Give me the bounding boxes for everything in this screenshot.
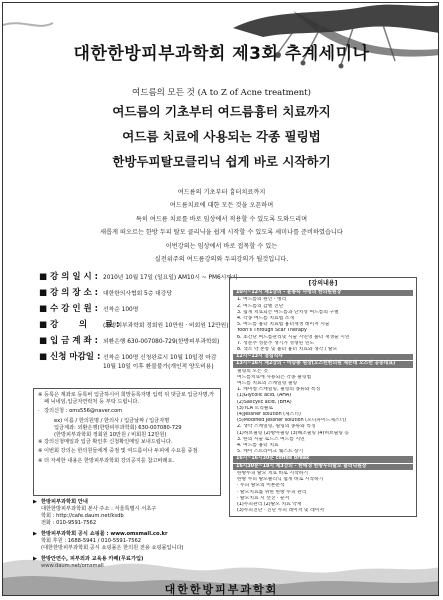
headline-3: 한방두피탈모클리닉 쉽게 바로 시작하기 <box>112 154 331 169</box>
notice-item: ※ 더 자세한 내용은 한방피부과학회 강의공지를 참고바래요. <box>38 457 175 464</box>
detail-value: 선착순 100명 <box>103 307 139 313</box>
notice-item: ※ 등록은 계좌로 등록비 입금하시어 희망등록자명 입력 뒤 댓글로 입금자명,카페 닉네임,입금자연락처 등 부탁 드립니다. <box>38 392 215 406</box>
seminar-poster <box>2 2 439 596</box>
detail-label: ■ 입 금 계 좌 : <box>39 336 99 346</box>
poster-subtitle: 여드름의 모든 것 (A to Z of Acne treatment) <box>132 88 311 98</box>
intro-line: 여드름치료에 대한 모든 것을 오픈하며 <box>169 202 274 210</box>
headline-2: 여드름 치료에 사용되는 각종 필링법 <box>122 129 321 144</box>
notice-subline: ex) 이름 / 한의원명 / 한의사 / 입금날짜 / 입금자명 <box>54 417 170 424</box>
headline-1: 여드름의 기초부터 여드름흉터 치료까지 <box>112 104 331 119</box>
detail-account <box>39 337 239 347</box>
contact-block: ▶ 한방안면수, 피부외과 교육용 카페(무료가입) www.daum.net/omsmall <box>33 556 144 569</box>
detail-date <box>39 273 239 283</box>
contact-block: ▶ 한방피부과학회 공식 쇼핑몰 : www.omsmall.co.kr 학회 후원 : 1688-5941 / 010-5591-7562 (대한한방피부과학회 공식 쇼핑몰은 한의원 전용 쇼핑몰입니다) <box>33 531 184 551</box>
detail-value: 외환은행 630-007080-729(한방피부과학회) <box>103 339 220 345</box>
registration-notice-box <box>33 388 221 496</box>
intro-line: 실전위주의 여드름강의와 두피강의가 될것입니다. <box>154 256 289 264</box>
notice-subline: 입금계좌: 외환은행(한방피부과학회) 630-007080-729 <box>54 424 182 431</box>
intro-line: 여드름의 기초부터 흉터치료까지 <box>177 189 266 196</box>
lecture-schedule-box: [강의내용] 10시~12시 제1강의 - 윤종숙 사령의 한의원원장 1. 여드름의 원인 · 병리 2. 여드름의 감별 진단 3. 쉽게 치료되는 여드름과 난치성 여드름의 구별 4. 각종 여드름 치료법 소개 5. 여드름 흉터 치료법 흉터재생 레이저 시술 Yoon's Through Scar Therapy 6. 초간단 여드름관리및 시술 시연영 흉터 재생술 시연 7. 성분추 성분추 생기가 성형된 연도 8. 색소 약 본통 및 흉터 흉터 치료와 생각 / 탈모 12시~13시 점심식사 13시~16시 제2강의 - 이승종 원장(오스틴한의원 체온대 오스턴 공동대표) 필링의 모든 것 여드름치료에 사용되는 각종 필링법 여드름 치료의 스케일링 필링 1. 케미컬 스케일링, 필링의 종류와 특징 (1)Glycolic acid, (AHA) (2)Salicylic acid, (BHA) (3)TCA 트리클로 (4)Jessner solution (제스너) (5)Modified Jessner solution (모디파이드제스너) 2. 생약 스케일링, 필링의 종류와 특징 (1)허브필링 (2)방아필링 (3)해조필링 (4)허브필링 등 3. 한의 시술 로드스 여드름 시연 4. 여드름 흉터 치료 5. 케이 스트라이크 웨스트 장기 16시~16시30분 coffee break 16시30분~18시 제3강의 - 한배경 한방두피탈모 클리닉원장 한방두피 탈모 치료 바로 시작하기 한방 두피 탈모클리닉 쉽게 바로 시작하기 · 두피 탈모의 이론분석 · 탈모치료를 위한 한방 두피 관리 · 탈모치료 시 선진 · 순서 (1)두피관리 (2)탈모 치료 약재 (3)두피진단 · 진단 두피 레이저 및 레이저 <box>229 277 417 517</box>
arrow-icon: ▶ <box>33 556 37 562</box>
detail-fee <box>39 321 239 331</box>
contact-block: ▶ 한방피부과학회 안내 대한한방피부과학회 본사 주소 : 서울특별시 서초구 학회 : http://cafe.daum.net/ksdb 전화 : 010-9591-7562 <box>33 499 157 526</box>
notice-subline: (한방피부과학회 정회원 10만원 / 비회원 12만원) <box>54 432 167 439</box>
session-bar: 10시~12시 제1강의 - 윤종숙 사령의 한의원원장 <box>233 290 413 296</box>
intro-line: 특히 여드름 치료를 바로 임상에서 적용할 수 있도록 도와드리며 <box>135 215 308 223</box>
notice-item: ※ 이번회 강의는 한의원들에게 중점 및 여드름이나 두피에 수요를 중점 <box>38 448 198 455</box>
detail-value: 선착순 100명 신청완료시 10월 10일경 마감 10월 10일 이후 환불불가(개인적 양도비용) <box>103 355 217 370</box>
footer-organization: 대한한방피부과학회 <box>164 583 279 596</box>
arrow-icon: ▶ <box>33 531 37 537</box>
detail-value: 대한한의사협회 5층 대강당 <box>103 291 172 297</box>
arrow-icon: ▶ <box>33 499 37 505</box>
intro-line: 이번강의는 임상에서 바로 접목할 수 있는 <box>165 242 278 250</box>
detail-value: 2010년 10월 17일 (일요일) AM10시 ~ PM6시까지 <box>103 275 238 281</box>
notice-item: · 강의신청 : oms556@naver.com <box>38 408 123 415</box>
poster-title: 대한한방피부과학회 제3회 추계세미나 <box>73 44 370 64</box>
detail-label: ■ 수 강 인 원 : <box>39 304 99 314</box>
schedule-title: [강의내용] <box>308 280 338 287</box>
event-details <box>39 273 239 378</box>
detail-label: ■ 강 의 장 소 : <box>39 288 99 298</box>
session-bar: 16시~16시30분 coffee break <box>233 456 413 462</box>
detail-label: ■ 강 의 일 시 : <box>39 272 99 282</box>
session-bar: 12시~13시 점심식사 <box>233 354 413 360</box>
detail-deadline <box>39 353 239 372</box>
intro-paragraph <box>3 186 439 266</box>
detail-label: ■ 신청 마감일 : <box>39 352 101 362</box>
intro-line: 새롭게 떠오르는 한방 두피 탈모 클리닉을 쉽게 시작할 수 있도록 세미나를 준비하였습니다 <box>100 229 343 237</box>
detail-value: (한방피부과학회 정회원 10만원 · 비회원 12만원) <box>103 323 229 329</box>
session-bar: 16시30분~18시 제3강의 - 한배경 한방두피탈모 클리닉원장 <box>233 464 413 470</box>
session-bar: 13시~16시 제2강의 - 이승종 원장(오스틴한의원 체온대 오스턴 공동대표) <box>233 361 413 367</box>
notice-item: ※ 강의신청메일과 입금 확인후 신청확인메일 보내드립니다. <box>38 439 173 446</box>
detail-venue <box>39 289 239 299</box>
detail-label: ■ 강 의 료 : <box>39 320 120 330</box>
detail-capacity <box>39 305 239 315</box>
